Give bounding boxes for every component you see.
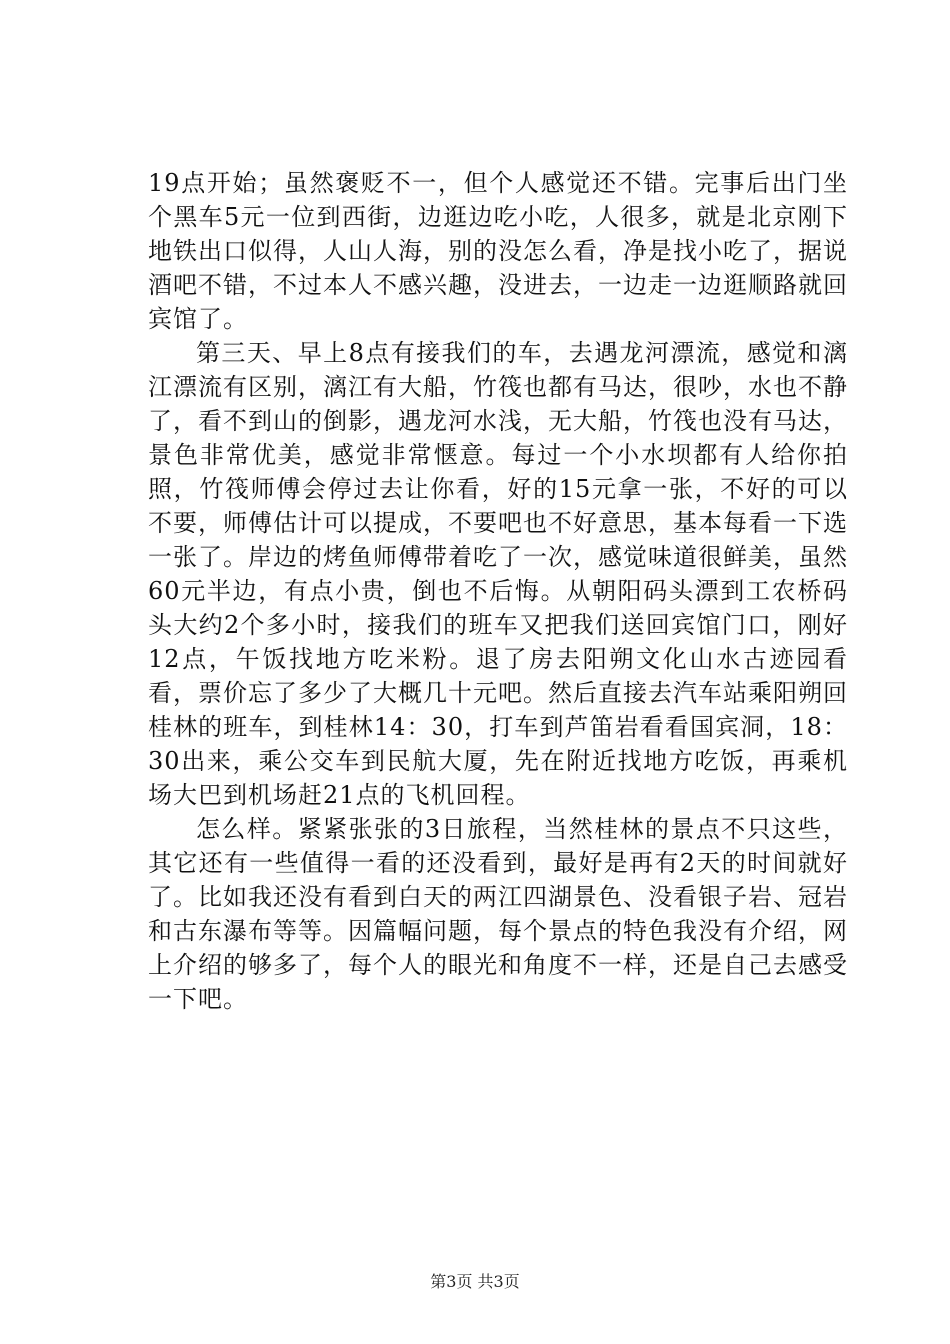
body-text (148, 166, 848, 1016)
paragraph-summary: 怎么样。紧紧张张的3日旅程，当然桂林的景点不只这些，其它还有一些值得一看的还没看到，最好是再有2天的时间就好了。比如我还没有看到白天的两江四湖景色、没看银子岩、冠岩和古东瀑布等等。因篇幅问题，每个景点的特色我没有介绍，网上介绍的够多了，每个人的眼光和角度不一样，还是自己去感受一下吧。 (148, 815, 848, 1013)
page-number-footer: 第3页 共3页 (430, 1272, 520, 1291)
paragraph-continuation: 19点开始；虽然褒贬不一，但个人感觉还不错。完事后出门坐个黑车5元一位到西街，边逛边吃小吃，人很多，就是北京刚下地铁出口似得，人山人海，别的没怎么看，净是找小吃了，据说酒吧不错，不过本人不感兴趣，没进去，一边走一边逛顺路就回宾馆了。 (148, 169, 848, 333)
paragraph-day-three: 第三天、早上8点有接我们的车，去遇龙河漂流，感觉和漓江漂流有区别，漓江有大船，竹筏也都有马达，很吵，水也不静了，看不到山的倒影，遇龙河水浅，无大船，竹筏也没有马达，景色非常优美，感觉非常惬意。每过一个小水坝都有人给你拍照，竹筏师傅会停过去让你看，好的15元拿一张，不好的可以不要，师傅估计可以提成，不要吧也不好意思，基本每看一下选一张了。岸边的烤鱼师傅带着吃了一次，感觉味道很鲜美，虽然60元半边，有点小贵，倒也不后悔。从朝阳码头漂到工农桥码头大约2个多小时，接我们的班车又把我们送回宾馆门口，刚好12点，午饭找地方吃米粉。退了房去阳朔文化山水古迹园看看，票价忘了多少了大概几十元吧。然后直接去汽车站乘阳朔回桂林的班车，到桂林14：30，打车到芦笛岩看看国宾洞，18：30出来，乘公交车到民航大厦，先在附近找地方吃饭，再乘机场大巴到机场赶21点的飞机回程。 (148, 339, 848, 809)
